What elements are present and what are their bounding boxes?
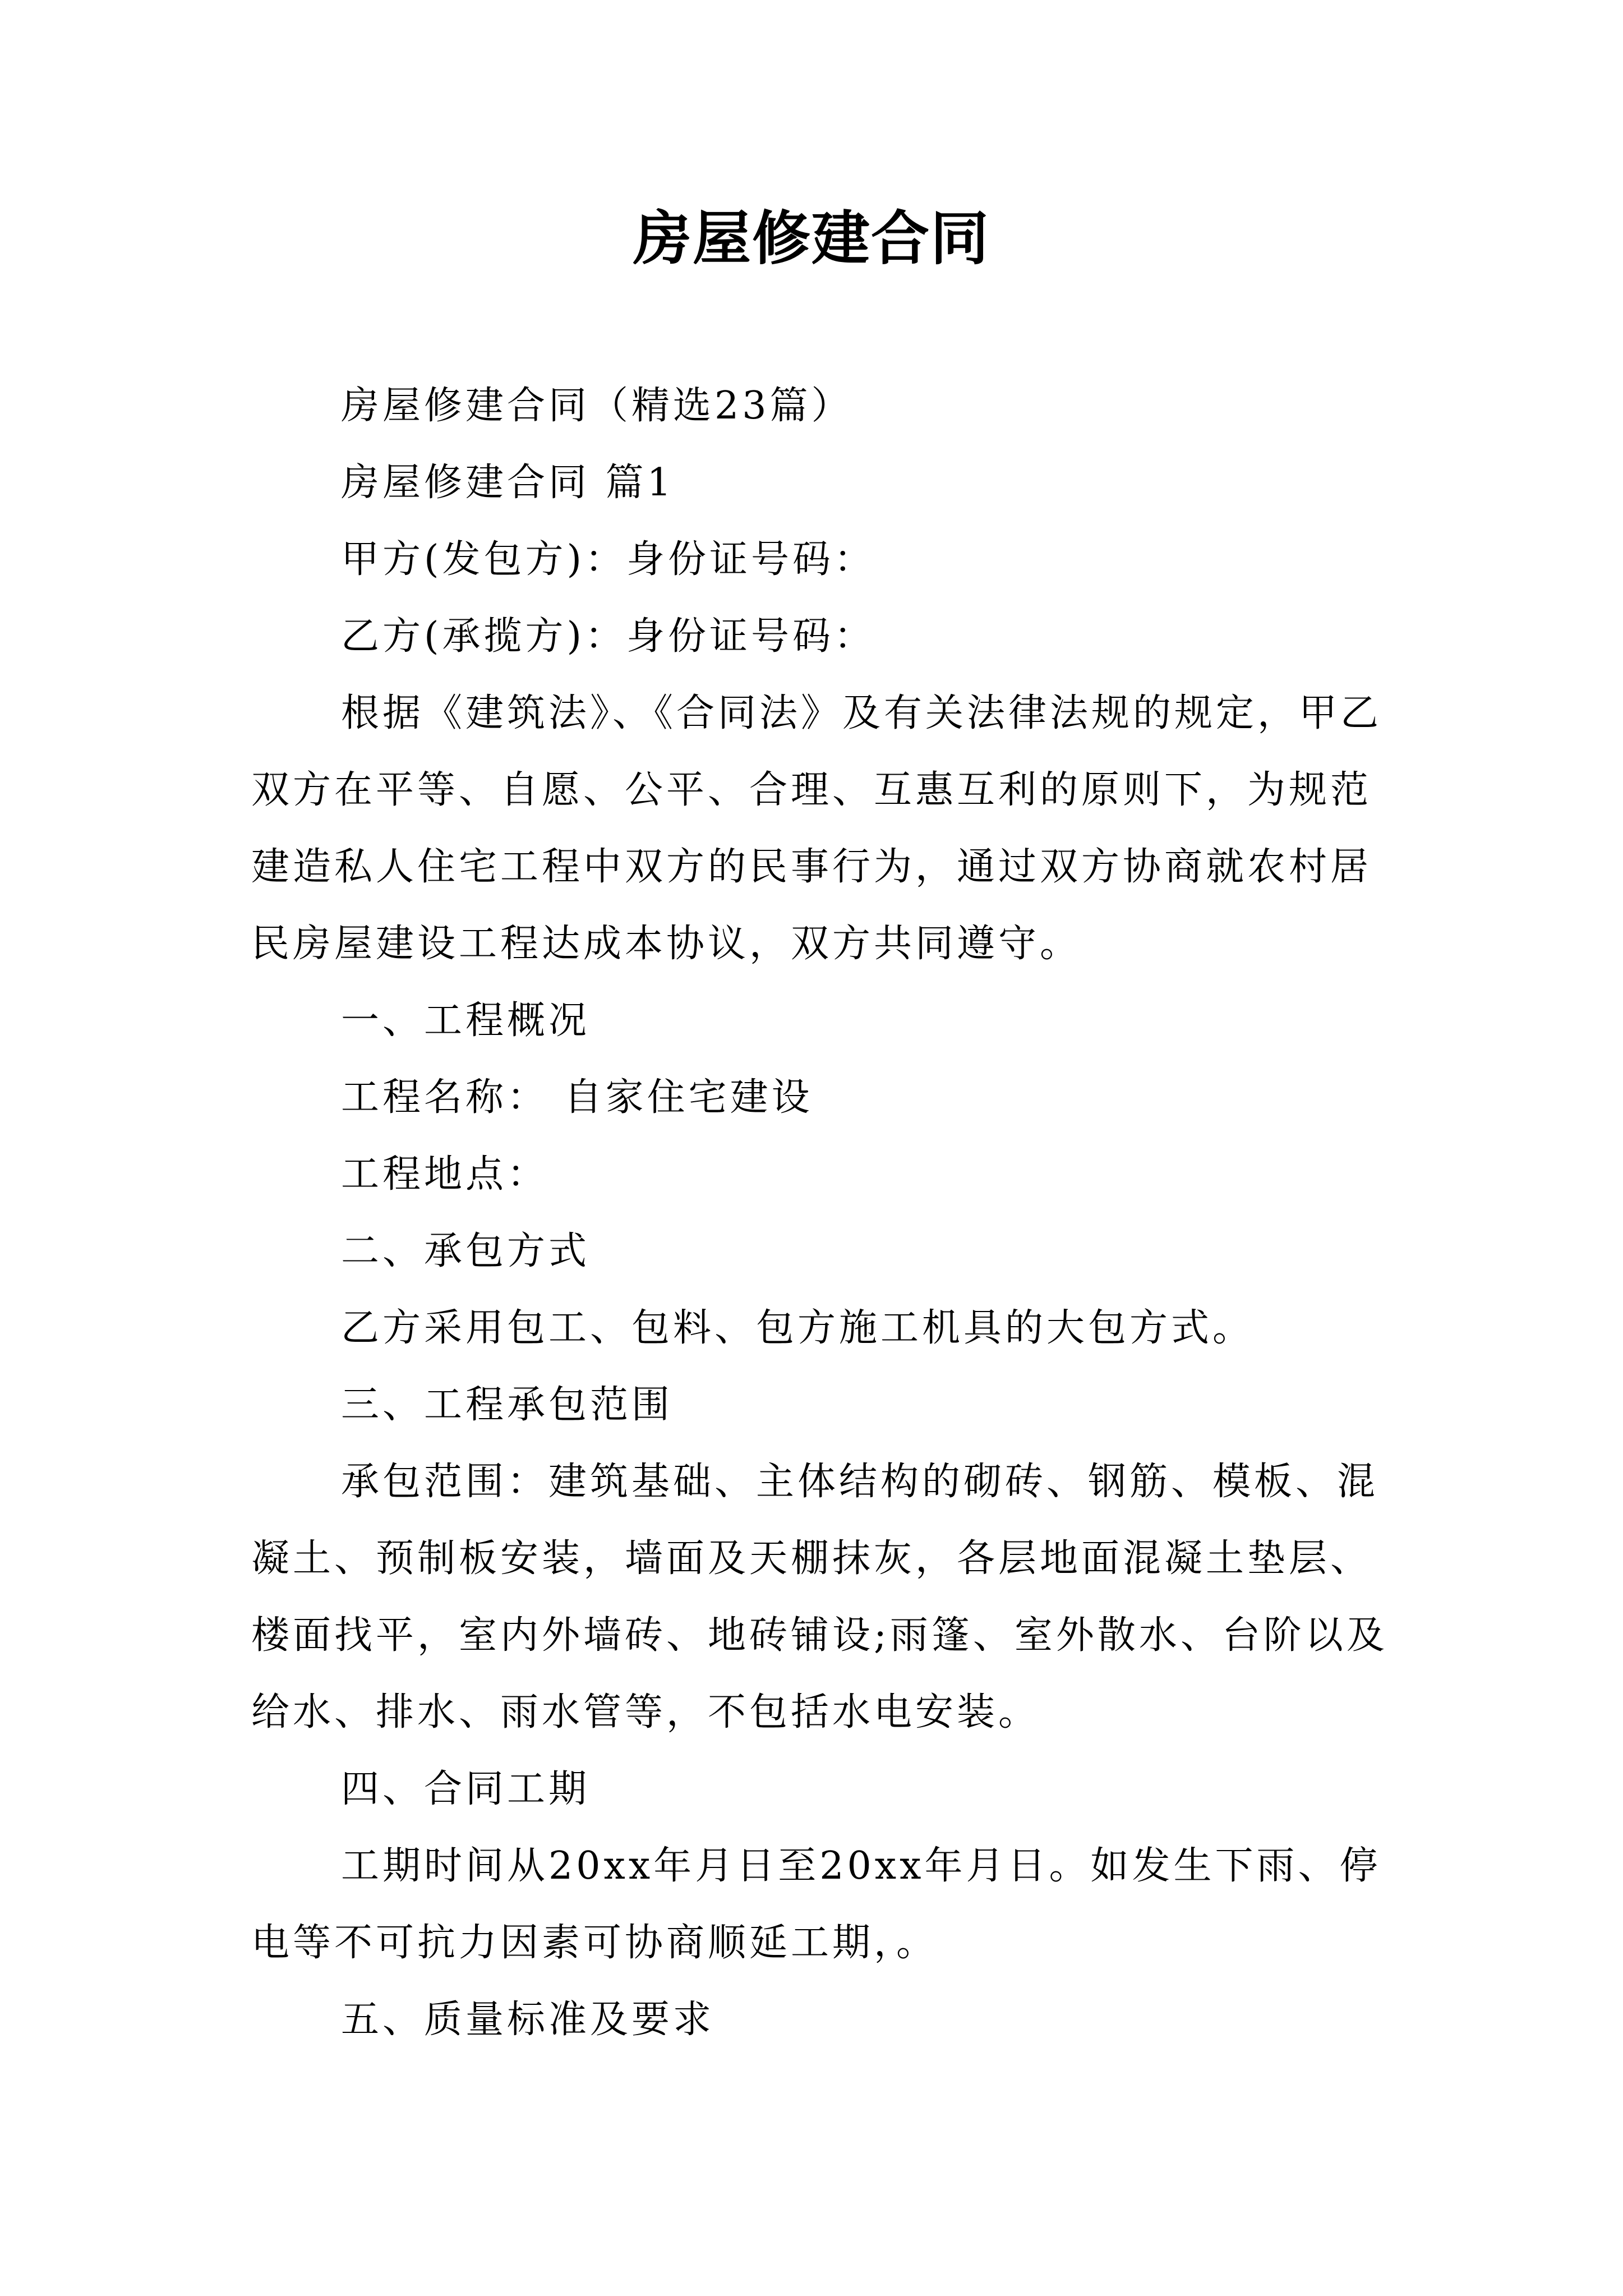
heading-contract-scope: 三、工程承包范围 bbox=[341, 1383, 674, 1427]
heading-contract-method: 二、承包方式 bbox=[341, 1229, 591, 1273]
paragraph-subtitle: 房屋修建合同（精选23篇） bbox=[341, 384, 853, 428]
paragraph-contract-method: 乙方采用包工、包料、包方施工机具的大包方式。 bbox=[341, 1306, 1255, 1350]
paragraph-preamble: 根据《建筑法》、《合同法》及有关法律法规的规定，甲乙双方在平等、自愿、公平、合理、互惠互利的原则下，为规范建造私人住宅工程中双方的民事行为，通过双方协商就农村居民房屋建设工程达成本协议，双方共同遵守。 bbox=[251, 691, 1382, 966]
heading-project-overview: 一、工程概况 bbox=[341, 999, 591, 1043]
document-title: 房屋修建合同 bbox=[633, 204, 990, 273]
paragraph-section-heading: 房屋修建合同 篇1 bbox=[341, 461, 675, 505]
paragraph-party-a: 甲方(发包方)：身份证号码： bbox=[341, 537, 876, 582]
paragraph-project-location: 工程地点： bbox=[341, 1152, 549, 1197]
paragraph-contract-scope: 承包范围：建筑基础、主体结构的砌砖、钢筋、模板、混凝土、预制板安装，墙面及天棚抹灰，各层地面混凝土垫层、楼面找平，室内外墙砖、地砖铺设;雨篷、室外散水、台阶以及给水、排水、雨水管等，不包括水电安装。 bbox=[251, 1460, 1388, 1734]
paragraph-party-b: 乙方(承揽方)：身份证号码： bbox=[341, 614, 876, 659]
heading-quality-standards: 五、质量标准及要求 bbox=[341, 1998, 715, 2042]
paragraph-project-name: 工程名称： 自家住宅建设 bbox=[341, 1075, 813, 1120]
heading-contract-period: 四、合同工期 bbox=[341, 1767, 591, 1811]
paragraph-contract-period: 工期时间从20xx年月日至20xx年月日。如发生下雨、停电等不可抗力因素可协商顺延工期，。 bbox=[251, 1844, 1381, 1965]
document-body bbox=[251, 367, 1401, 2058]
